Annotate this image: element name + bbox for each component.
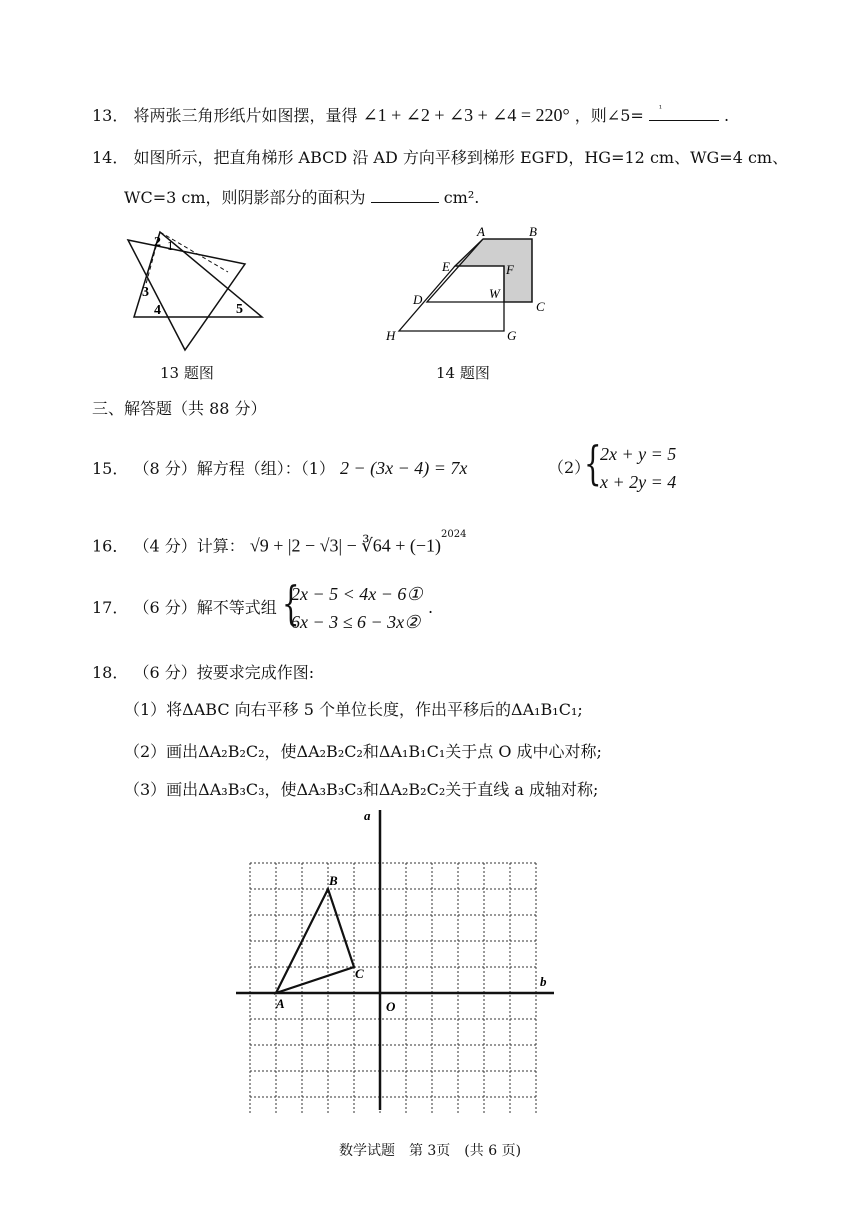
q13-line (92, 104, 729, 127)
q18-grid-figure (230, 800, 570, 1115)
q18-text: （6 分）按要求完成作图: (133, 663, 315, 682)
q14-answer-blank (371, 186, 439, 203)
fig14-label-e: E (442, 259, 450, 274)
q14-text2: WC=3 cm，则阴影部分的面积为 (124, 188, 366, 207)
q18-line (92, 662, 314, 684)
q13-text: 将两张三角形纸片如图摆，量得 (133, 106, 363, 125)
q17-text: （6 分）解不等式组 (133, 598, 277, 617)
q17-end: . (428, 598, 434, 617)
q16-line (92, 529, 467, 557)
q15-brace: { (584, 436, 602, 490)
q18-part2: （2）画出ΔA₂B₂C₂，使ΔA₂B₂C₂和ΔA₁B₁C₁关于点 O 成中心对称; (124, 742, 602, 761)
q13-formula: ∠1 + ∠2 + ∠3 + ∠4 = 220° (362, 105, 570, 125)
fig14-label-f: F (506, 262, 514, 277)
q13-end: . (723, 106, 730, 125)
fig13-label-5: 5 (236, 302, 243, 317)
q17-number: 17． (92, 598, 129, 617)
q14-line2 (124, 186, 479, 209)
q15-system-eq1: 2x + y = 5 (600, 444, 677, 464)
fig14-caption: 14 题图 (436, 364, 490, 382)
q13-text-b: ，则∠5= (574, 106, 644, 125)
q15-line (92, 457, 467, 480)
dotted-grid (250, 863, 536, 1115)
q17-ineq1: 2x − 5 < 4x − 6① (291, 584, 423, 604)
label-a-axis: a (364, 808, 371, 823)
q15-text: （8 分）解方程（组）：（1） (133, 459, 335, 478)
q17-brace: { (282, 576, 300, 630)
fig14-label-w: W (489, 286, 500, 301)
fig14-label-c: C (536, 299, 545, 314)
fig13-caption: 13 题图 (160, 364, 214, 382)
section-heading: 三、解答题（共 88 分） (92, 399, 267, 418)
q15-equation: 2 − (3x − 4) = 7x (340, 458, 468, 478)
page-footer: 数学试题 第 3页 (共 6 页) (338, 1143, 522, 1159)
q14-line1 (92, 147, 788, 169)
label-b-axis: b (540, 974, 547, 989)
q13-number: 13． (92, 106, 129, 125)
fig14-label-d: D (413, 292, 423, 307)
fig13-diagram (120, 222, 270, 357)
fig13-label-3: 3 (142, 285, 149, 300)
q15-part2-label: （2） (548, 458, 591, 477)
fig13-label-1: 1 (167, 238, 174, 253)
label-point-b: B (329, 873, 338, 888)
q18-part1: （1）将ΔABC 向右平移 5 个单位长度，作出平移后的ΔA₁B₁C₁; (124, 700, 583, 719)
fig14-diagram (380, 222, 550, 347)
q17-system (291, 580, 423, 636)
q15-system-eq2: x + 2y = 4 (600, 472, 677, 492)
q13-answer-blank (649, 104, 719, 121)
q16-number: 16． (92, 536, 129, 556)
q16-exponent: 2024 (441, 529, 467, 540)
fig14-label-g: G (507, 328, 517, 343)
q18-number: 18． (92, 663, 129, 682)
fig14-label-a: A (477, 224, 485, 239)
q15-number: 15． (92, 459, 129, 478)
q16-expression: √9 + |2 − √3| − ∛64 + (−1) (249, 535, 442, 556)
q16-text: （4 分）计算： (133, 536, 245, 556)
q17-ineq2: 6x − 3 ≤ 6 − 3x② (291, 612, 421, 632)
q13-mark: ¹ (658, 104, 663, 113)
label-origin: O (386, 999, 396, 1014)
fig13-label-2: 2 (154, 235, 161, 250)
fig13-label-4: 4 (154, 303, 161, 318)
q14-unit: cm². (443, 188, 480, 207)
q14-text: 如图所示，把直角梯形 ABCD 沿 AD 方向平移到梯形 EGFD，HG=12 cm、WG=4 cm、 (133, 148, 789, 167)
q15-system (600, 440, 676, 496)
q14-number: 14． (92, 148, 129, 167)
fig14-label-b: B (529, 224, 537, 239)
q18-part3: （3）画出ΔA₃B₃C₃，使ΔA₃B₃C₃和ΔA₂B₂C₂关于直线 a 成轴对称; (124, 780, 599, 799)
fig14-label-h: H (386, 328, 396, 343)
label-point-c: C (355, 966, 364, 981)
label-point-a: A (276, 996, 285, 1011)
q17-line (92, 597, 277, 619)
